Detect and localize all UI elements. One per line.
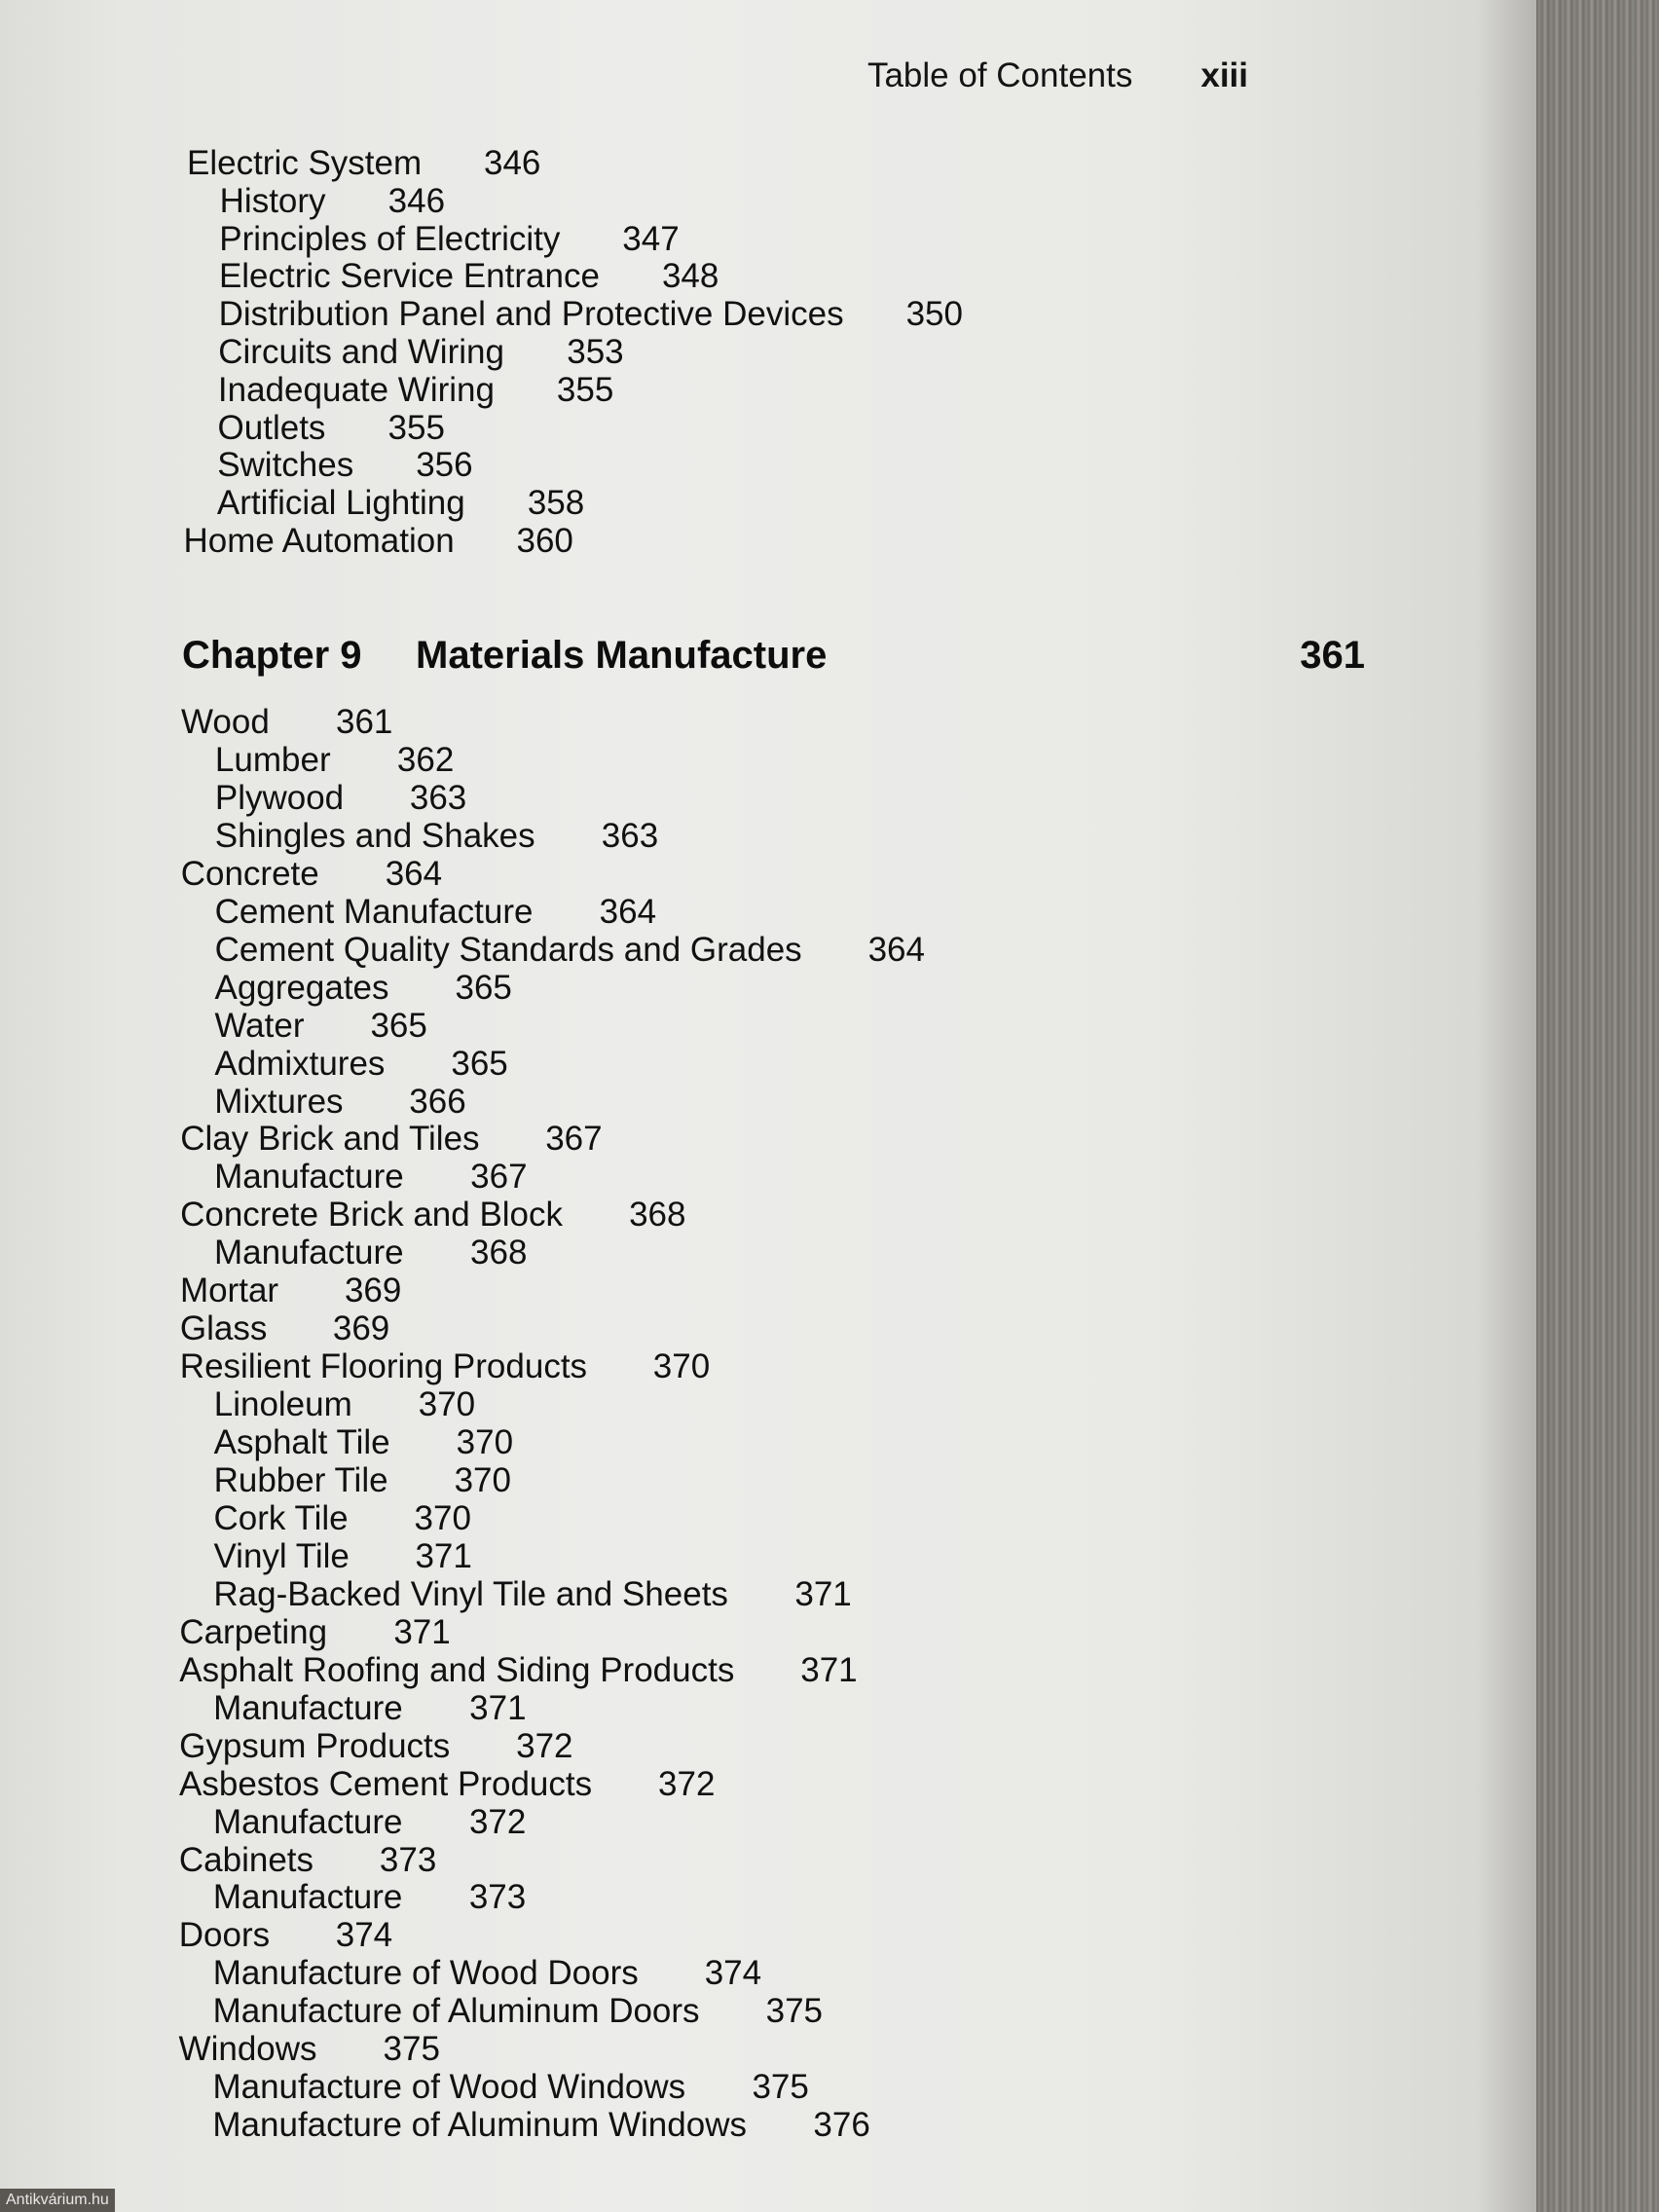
toc-entry	[214, 1082, 466, 1122]
toc-entry-label: Cement Manufacture	[214, 892, 534, 931]
toc-entry-page: 370	[414, 1498, 471, 1537]
toc-entry	[217, 370, 614, 410]
toc-entry-label: Distribution Panel and Protective Devices	[218, 295, 844, 334]
toc-entry-label: Water	[214, 1006, 305, 1045]
toc-entry-page: 372	[516, 1726, 573, 1765]
toc-entry	[213, 1423, 514, 1462]
toc-entry-page: 371	[393, 1612, 451, 1651]
toc-entry-label: Cabinets	[178, 1840, 314, 1879]
toc-entry	[180, 854, 443, 894]
toc-entry-page: 364	[385, 854, 443, 893]
toc-entry-page: 370	[652, 1347, 711, 1386]
toc-entry	[179, 1347, 711, 1386]
toc-entry-label: Linoleum	[213, 1385, 352, 1424]
toc-entry-page: 371	[469, 1688, 527, 1727]
toc-entry-label: Aggregates	[214, 968, 389, 1007]
toc-entry	[178, 2030, 440, 2069]
toc-entry	[179, 1612, 451, 1652]
toc-entry	[180, 1196, 686, 1235]
toc-entry-page: 350	[905, 295, 963, 334]
toc-entry	[214, 892, 657, 932]
toc-entry-page: 346	[484, 144, 541, 182]
toc-entry-label: Windows	[178, 2030, 317, 2069]
toc-entry	[183, 522, 573, 561]
toc-entry-label: Mortar	[179, 1272, 279, 1310]
toc-entry	[213, 1461, 511, 1500]
toc-entry-page: 368	[629, 1196, 686, 1235]
toc-entry	[212, 2068, 809, 2107]
toc-entry-label: Cement Quality Standards and Grades	[214, 930, 802, 969]
chapter-page: 361	[1300, 634, 1365, 677]
toc-entry-label: Manufacture of Aluminum Windows	[212, 2106, 747, 2145]
toc-entry-page: 368	[470, 1234, 528, 1272]
toc-entry	[214, 930, 925, 970]
toc-entry-label: Inadequate Wiring	[217, 370, 495, 409]
toc-entry	[180, 1120, 603, 1159]
toc-entry-label: Principles of Electricity	[219, 219, 561, 258]
toc-entry	[212, 1954, 762, 1993]
toc-entry-page: 362	[396, 740, 455, 779]
toc-entry-label: Mixtures	[214, 1082, 344, 1121]
toc-entry-label: Manufacture	[214, 1158, 404, 1197]
toc-entry	[179, 1650, 858, 1690]
toc-entry-page: 355	[556, 370, 614, 409]
toc-entry-label: Carpeting	[179, 1612, 328, 1651]
toc-entry	[212, 1992, 824, 2031]
toc-entry-page: 364	[599, 892, 657, 931]
toc-entry-label: Home Automation	[183, 522, 455, 560]
toc-entry	[216, 484, 585, 523]
toc-entry-page: 375	[752, 2068, 809, 2107]
toc-entry-label: Switches	[217, 446, 354, 485]
toc-entry-page: 371	[794, 1574, 852, 1613]
toc-entry-page: 363	[409, 778, 467, 817]
toc-entry-page: 371	[800, 1650, 858, 1689]
toc-entry-label: Rubber Tile	[213, 1461, 388, 1499]
toc-entry-label: Manufacture	[213, 1688, 403, 1727]
toc-entry	[213, 1498, 471, 1538]
toc-entry	[181, 703, 393, 742]
toc-entry-label: Manufacture of Aluminum Doors	[212, 1992, 700, 2031]
toc-entry	[213, 1385, 476, 1424]
toc-entry-page: 370	[454, 1461, 511, 1499]
toc-entry	[178, 1916, 393, 1955]
toc-entry-label: Concrete Brick and Block	[180, 1196, 564, 1235]
toc-entry	[187, 144, 541, 183]
toc-entry-page: 366	[409, 1082, 466, 1121]
toc-entry-page: 361	[336, 703, 393, 741]
toc-entry-page: 346	[387, 181, 446, 220]
toc-entry	[213, 1536, 472, 1576]
toc-entry	[179, 1272, 402, 1310]
toc-entry	[214, 1044, 508, 1084]
toc-entry-label: Manufacture of Wood Windows	[212, 2068, 686, 2107]
toc-entry-page: 358	[527, 484, 585, 523]
toc-entry-label: Doors	[178, 1916, 271, 1955]
toc-entry-page: 356	[416, 446, 473, 485]
toc-entry	[213, 1688, 527, 1728]
toc-entry-label: Asphalt Roofing and Siding Products	[179, 1650, 735, 1689]
toc-entry	[178, 1840, 437, 1880]
toc-entry	[214, 1006, 427, 1046]
toc-entry	[219, 219, 680, 259]
toc-entry-page: 373	[379, 1840, 437, 1879]
toc-entry-label: Artificial Lighting	[216, 484, 465, 523]
toc-entry	[213, 1574, 852, 1614]
page-number: xiii	[1200, 56, 1248, 94]
toc-entry-label: Shingles and Shakes	[214, 816, 535, 855]
toc-entry-page: 367	[545, 1120, 603, 1159]
toc-entry	[214, 740, 455, 780]
toc-entry	[214, 816, 659, 856]
toc-entry	[179, 1726, 573, 1766]
toc-entry-page: 370	[418, 1385, 476, 1424]
toc-entry-page: 374	[335, 1916, 393, 1955]
toc-entry-page: 367	[470, 1158, 528, 1197]
toc-entry-page: 372	[658, 1764, 716, 1803]
toc-entry-label: Electric Service Entrance	[218, 257, 600, 296]
toc-entry-label: History	[219, 181, 326, 220]
toc-entry-page: 369	[344, 1272, 402, 1310]
toc-entry-label: Wood	[181, 703, 270, 741]
toc-entry-page: 365	[455, 968, 512, 1007]
toc-entry-label: Rag-Backed Vinyl Tile and Sheets	[213, 1574, 728, 1613]
toc-entry	[214, 778, 467, 818]
toc-entry-page: 360	[516, 522, 573, 560]
toc-entry-page: 363	[601, 816, 659, 855]
toc-entry-page: 364	[867, 930, 925, 969]
chapter-heading	[182, 628, 1365, 682]
toc-entry-page: 347	[622, 219, 680, 258]
toc-entry-page: 365	[451, 1044, 508, 1083]
toc-entry-page: 369	[332, 1309, 390, 1348]
toc-entry	[214, 1158, 528, 1197]
toc-entry	[218, 333, 624, 372]
toc-entry-page: 374	[704, 1954, 762, 1993]
book-edge	[1536, 0, 1659, 2212]
toc-entry	[179, 1309, 390, 1348]
toc-entry-page: 348	[661, 257, 719, 296]
toc-entry	[217, 408, 445, 448]
toc-entry-label: Manufacture	[212, 1878, 403, 1917]
toc-entry-label: Electric System	[187, 144, 423, 182]
toc-entry-page: 355	[387, 408, 445, 447]
toc-entry-page: 365	[370, 1006, 427, 1045]
toc-entry-label: Circuits and Wiring	[218, 333, 504, 371]
toc-entry	[179, 1764, 716, 1804]
toc-entry	[212, 1802, 527, 1842]
toc-entry-label: Clay Brick and Tiles	[180, 1120, 480, 1159]
toc-entry-page: 372	[468, 1802, 527, 1841]
toc-entry-label: Manufacture of Wood Doors	[212, 1954, 639, 1993]
chapter-title: Materials Manufacture	[416, 634, 828, 677]
toc-entry-label: Concrete	[180, 854, 319, 893]
toc-entry-label: Glass	[179, 1309, 268, 1348]
toc-entry-label: Gypsum Products	[179, 1726, 451, 1765]
toc-entry-label: Admixtures	[214, 1044, 386, 1083]
toc-entry-label: Manufacture	[214, 1234, 404, 1272]
toc-entry-page: 371	[415, 1536, 472, 1575]
toc-entry-label: Vinyl Tile	[213, 1536, 350, 1575]
toc-entry	[217, 446, 473, 485]
toc-entry-label: Outlets	[217, 408, 326, 447]
running-header-title: Table of Contents	[866, 56, 1133, 94]
toc-entry	[214, 968, 512, 1008]
toc-entry-label: Lumber	[214, 740, 331, 779]
toc-entry-label: Resilient Flooring Products	[179, 1347, 588, 1386]
toc-entry-label: Plywood	[214, 778, 345, 817]
toc-entry	[218, 257, 719, 296]
toc-entry-label: Asbestos Cement Products	[179, 1764, 593, 1803]
toc-entry	[212, 1878, 527, 1917]
toc-entry-page: 370	[456, 1423, 514, 1462]
toc-entry-label: Cork Tile	[213, 1498, 349, 1537]
toc-entry-page: 375	[765, 1992, 824, 2031]
toc-entry	[219, 181, 446, 221]
toc-entry	[214, 1234, 528, 1272]
chapter-number: Chapter 9	[182, 634, 362, 677]
toc-entry-label: Asphalt Tile	[213, 1423, 390, 1462]
toc-entry-page: 375	[383, 2030, 440, 2069]
toc-entry-label: Manufacture	[212, 1802, 403, 1841]
toc-entry-page: 373	[468, 1878, 527, 1917]
toc-entry	[212, 2106, 870, 2145]
watermark: Antikvárium.hu	[0, 2189, 115, 2212]
toc-entry-page: 376	[813, 2106, 870, 2145]
toc-entry	[218, 295, 963, 334]
toc-entry-page: 353	[567, 333, 624, 371]
running-header	[867, 56, 1248, 99]
